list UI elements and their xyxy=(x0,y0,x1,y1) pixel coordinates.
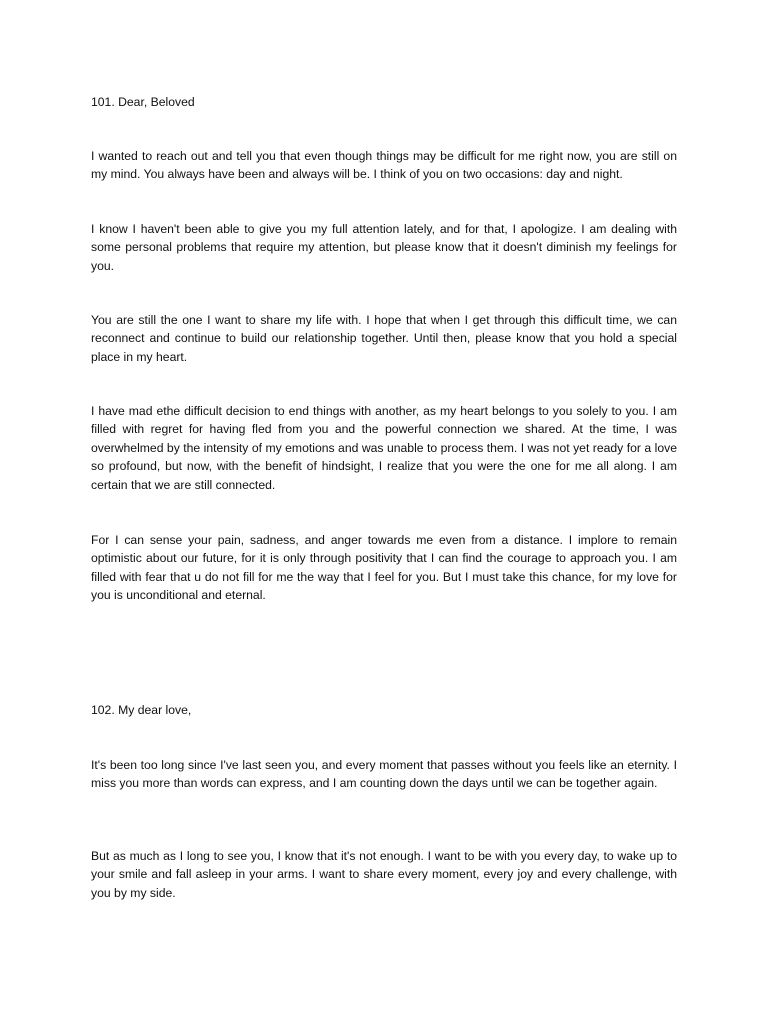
letter-101-paragraph-3: You are still the one I want to share my life with. I hope that when I get through this difficult time, we can reconnect and continue to build our relationship together. Until then, please know that you hold a special place in my heart. xyxy=(91,313,677,364)
letter-102-heading: 102. My dear love, xyxy=(91,703,192,717)
letter-101-paragraph-1: I wanted to reach out and tell you that even though things may be difficult for me right now, you are still on my mind. You always have been and always will be. I think of you on two occasions: day and night. xyxy=(91,149,677,182)
letter-102-paragraph-1: It's been too long since I've last seen you, and every moment that passes without you feels like an eternity. I miss you more than words can express, and I am counting down the days until we can be together again. xyxy=(91,758,677,791)
letter-101-paragraph-2: I know I haven't been able to give you my full attention lately, and for that, I apologize. I am dealing with some personal problems that require my attention, but please know that it doesn't diminish my feelings for you. xyxy=(91,222,677,273)
letter-101-heading: 101. Dear, Beloved xyxy=(91,95,195,109)
letter-101-paragraph-5: For I can sense your pain, sadness, and anger towards me even from a distance. I implore to remain optimistic about our future, for it is only through positivity that I can find the courage to approach you. I am filled with fear that u do not fill for me the way that I feel for you. But I must take this chance, for my love for you is unconditional and eternal. xyxy=(91,533,677,603)
letter-101-paragraph-4: I have mad ethe difficult decision to end things with another, as my heart belongs to you solely to you. I am filled with regret for having fled from you and the powerful connection we shared. At the time, I was overwhelmed by the intensity of my emotions and was unable to process them. I was not yet ready for a love so profound, but now, with the benefit of hindsight, I realize that you were the one for me all along. I am certain that we are still connected. xyxy=(91,404,677,492)
letter-102-paragraph-2: But as much as I long to see you, I know that it's not enough. I want to be with you every day, to wake up to your smile and fall asleep in your arms. I want to share every moment, every joy and every challenge, with you by my side. xyxy=(91,849,677,900)
